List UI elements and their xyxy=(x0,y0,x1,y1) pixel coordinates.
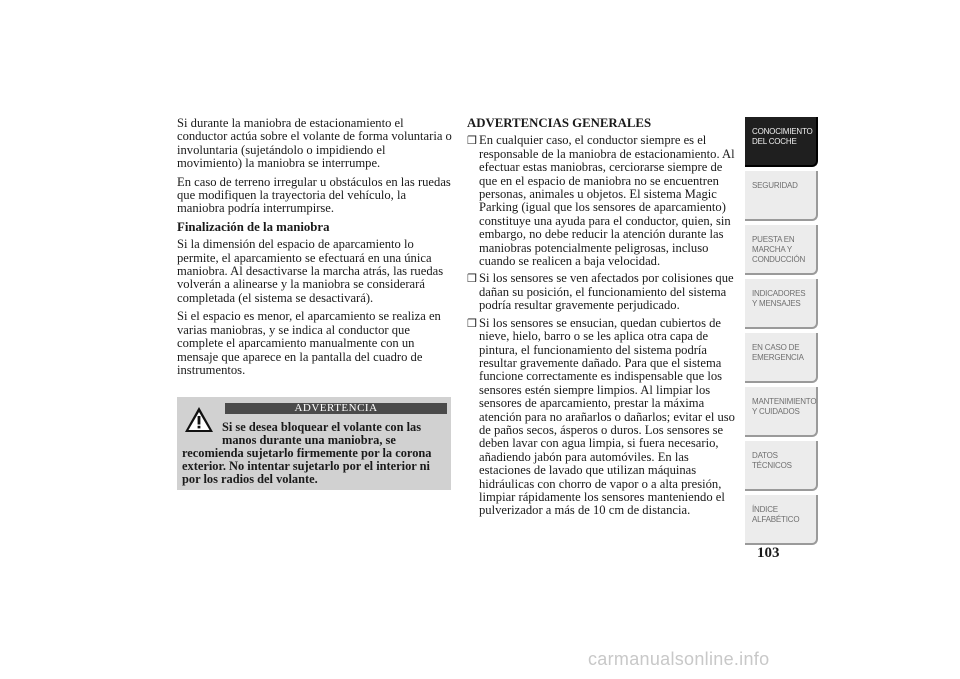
chapter-tabs xyxy=(745,117,818,549)
paragraph-single-maneuver: Si la dimensión del espacio de aparcamiento lo permite, el aparcamiento se efectuará en una única maniobra. Al desactivarse la marcha atrás, las ruedas volverán a alinearse y la maniobra se considerará completada (el sistema se desactivará). xyxy=(177,237,444,305)
tab-label: PUESTA EN MARCHA Y CONDUCCIÓN xyxy=(752,235,806,264)
warnings-list xyxy=(467,134,742,517)
list-item-text: Si los sensores se ensucian, quedan cubiertos de nieve, hielo, barro o se les aplica otra capa de pintura, el funcionamiento del sistema podría resultar gravemente dañado. Para que el sistema funcione correctamente es indispensable que los sensores estén siempre limpios. Al limpiar los sensores de aparcamiento, prestar la máxima atención para no arañarlos o dañarlos; evitar el uso de paños secos, ásperos o duros. Los sensores se deben lavar con agua limpia, si fuera necesario, añadiendo jabón para automóviles. En las estaciones de lavado que utilizan máquinas hidráulicas con chorro de vapor o a alta presión, limpiar rápidamente los sensores manteniendo el pulverizador a más de 10 cm de distancia. xyxy=(479,315,735,518)
list-item-text: En cualquier caso, el conductor siempre es el responsable de la maniobra de estacionamiento. Al efectuar estas maniobras, cerciorarse siempre de que en el espacio de maniobra no se encuentren personas, animales u objetos. El sistema Magic Parking (igual que los sensores de aparcamiento) constituye una ayuda para el conductor, quien, sin embargo, no debe reducir la atención durante las maniobras potencialmente peligrosas, incluso cuando se realicen a baja velocidad. xyxy=(479,133,735,269)
checkbox-bullet-icon: ❒ xyxy=(467,273,477,286)
list-item xyxy=(467,317,742,518)
paragraph-multiple-maneuvers: Si el espacio es menor, el aparcamiento se realiza en varias maniobras, y se indica al conductor que complete el aparcamiento manualmente con un mensaje que aparece en la pantalla del cuadro de instrumentos. xyxy=(177,309,441,377)
tab-label: EN CASO DE EMERGENCIA xyxy=(752,343,804,362)
list-item-text: Si los sensores se ven afectados por colisiones que dañan su posición, el funcionamiento del sistema podría resultar gravemente perjudicado. xyxy=(479,271,734,313)
tab-conocimiento-del-coche[interactable] xyxy=(745,117,818,167)
warning-box xyxy=(177,397,451,490)
tab-label: CONOCIMIENTO DEL COCHE xyxy=(752,127,813,146)
checkbox-bullet-icon: ❒ xyxy=(467,135,477,148)
list-item xyxy=(467,272,742,312)
left-column xyxy=(177,117,452,382)
paragraph-steering-interrupt: Si durante la maniobra de estacionamiento el conductor actúa sobre el volante de forma voluntaria o involuntaria (sujetándolo o impidiendo el movimiento) la maniobra se interrumpe. xyxy=(177,116,452,171)
tab-en-caso-de-emergencia[interactable] xyxy=(745,333,818,383)
right-column xyxy=(467,117,742,522)
section-heading-general-warnings: ADVERTENCIAS GENERALES xyxy=(467,116,652,130)
warning-text-rest: recomienda sujetarlo firmemente por la corona exterior. No intentar sujetarlo por el interior ni por los radios del volante. xyxy=(182,446,432,486)
warning-text xyxy=(182,421,447,486)
warning-text-start: Si se desea bloquear el volante con las manos durante una maniobra, se xyxy=(222,420,422,447)
tab-puesta-en-marcha[interactable] xyxy=(745,225,818,275)
tab-label: ÍNDICE ALFABÉTICO xyxy=(752,505,800,524)
section-heading-end-maneuver: Finalización de la maniobra xyxy=(177,219,330,234)
checkbox-bullet-icon: ❒ xyxy=(467,317,477,330)
warning-title: ADVERTENCIA xyxy=(225,403,447,414)
tab-datos-tecnicos[interactable] xyxy=(745,441,818,491)
page-number: 103 xyxy=(757,545,780,561)
tab-indicadores-y-mensajes[interactable] xyxy=(745,279,818,329)
tab-mantenimiento[interactable] xyxy=(745,387,818,437)
tab-label: INDICADORES Y MENSAJES xyxy=(752,289,806,308)
paragraph-irregular-terrain: En caso de terreno irregular u obstáculos en las ruedas que modifiquen la trayectoria del vehículo, la maniobra podría interrumpirse. xyxy=(177,174,451,216)
tab-seguridad[interactable] xyxy=(745,171,818,221)
tab-label: MANTENIMIENTO Y CUIDADOS xyxy=(752,397,817,416)
tab-label: SEGURIDAD xyxy=(752,181,798,190)
tab-label: DATOS TÉCNICOS xyxy=(752,451,792,470)
tab-indice-alfabetico[interactable] xyxy=(745,495,818,545)
list-item xyxy=(467,134,742,268)
watermark: carmanualsonline.info xyxy=(588,649,770,669)
